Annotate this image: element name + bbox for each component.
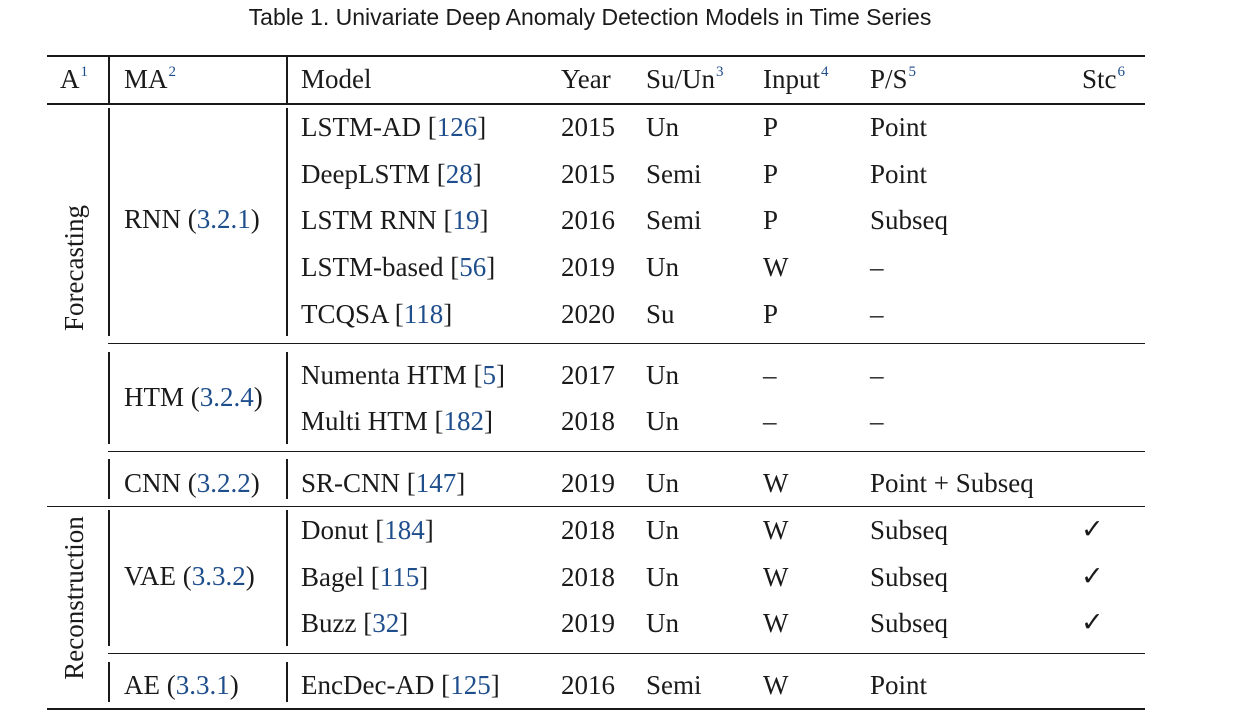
group-rule-rnn-htm: [108, 343, 1145, 344]
model-cell: Donut [184]: [301, 515, 434, 545]
suun-cell: Un: [646, 252, 679, 282]
year-cell: 2019: [561, 608, 615, 638]
group-rule-vae-ae: [108, 653, 1145, 654]
ps-cell: Subseq: [870, 608, 949, 638]
input-cell: W: [763, 670, 789, 700]
model-cell: TCQSA [118]: [301, 299, 453, 329]
divider-ma-rnn: [286, 108, 288, 336]
divider-a-rnn: [108, 108, 110, 336]
suun-cell: Un: [646, 360, 679, 390]
suun-cell: Semi: [646, 670, 702, 700]
input-cell: W: [763, 562, 789, 592]
input-cell: W: [763, 608, 789, 638]
year-cell: 2019: [561, 252, 615, 282]
suun-cell: Semi: [646, 205, 702, 235]
header-model: Model: [301, 64, 372, 94]
top-rule: [47, 55, 1145, 57]
model-cell: LSTM RNN [19]: [301, 205, 489, 235]
ps-cell: Point: [870, 159, 928, 189]
header-ps: $P/S^5$: [870, 64, 917, 94]
group-cnn: CNN (3.2.2): [124, 468, 260, 498]
input-cell: W: [763, 515, 789, 545]
check-icon: ✓: [1081, 561, 1104, 592]
year-cell: 2018: [561, 562, 615, 592]
group-rule-htm-cnn: [108, 451, 1145, 452]
divider-a-htm: [108, 352, 110, 444]
ps-cell: –: [870, 360, 884, 390]
year-cell: 2016: [561, 205, 615, 235]
year-cell: 2015: [561, 112, 615, 142]
input-cell: –: [763, 360, 777, 390]
model-cell: Numenta HTM [5]: [301, 360, 505, 390]
model-cell: Multi HTM [182]: [301, 406, 494, 436]
year-cell: 2020: [561, 299, 615, 329]
input-cell: P: [763, 159, 779, 189]
divider-ma-cnn: [286, 459, 288, 499]
header-year: Year: [561, 64, 611, 94]
input-cell: P: [763, 299, 779, 329]
suun-cell: Un: [646, 608, 679, 638]
ps-cell: Subseq: [870, 205, 949, 235]
input-cell: P: [763, 205, 779, 235]
divider-a-cnn: [108, 459, 110, 499]
approach-rule: [47, 506, 1145, 507]
model-cell: Buzz [32]: [301, 608, 409, 638]
suun-cell: Un: [646, 112, 679, 142]
model-cell: EncDec-AD [125]: [301, 670, 500, 700]
ps-cell: –: [870, 252, 884, 282]
year-cell: 2016: [561, 670, 615, 700]
group-rnn: RNN (3.2.1): [124, 204, 260, 234]
model-cell: DeepLSTM [28]: [301, 159, 482, 189]
input-cell: W: [763, 468, 789, 498]
bottom-rule: [47, 708, 1145, 710]
ps-cell: Subseq: [870, 562, 949, 592]
header-divider-ma: [286, 57, 288, 103]
check-icon: ✓: [1081, 607, 1104, 638]
header-ma: $MA^2$: [124, 64, 177, 94]
group-htm: HTM (3.2.4): [124, 382, 263, 412]
header-input: Input$^4$: [763, 64, 829, 94]
year-cell: 2019: [561, 468, 615, 498]
ps-cell: –: [870, 299, 884, 329]
table-caption: Table 1. Univariate Deep Anomaly Detection Models in Time Series: [248, 4, 932, 30]
group-vae: VAE (3.3.2): [124, 561, 255, 591]
divider-ma-ae: [286, 662, 288, 702]
divider-a-vae: [108, 510, 110, 646]
ps-cell: Point + Subseq: [870, 468, 1034, 498]
suun-cell: Su: [646, 299, 675, 329]
year-cell: 2018: [561, 515, 615, 545]
header-a: $A^1$: [60, 64, 88, 94]
model-cell: SR-CNN [147]: [301, 468, 466, 498]
ps-cell: Point: [870, 112, 928, 142]
header-divider-a: [108, 57, 110, 103]
model-cell: LSTM-AD [126]: [301, 112, 487, 142]
ps-cell: Subseq: [870, 515, 949, 545]
divider-ma-htm: [286, 352, 288, 444]
suun-cell: Un: [646, 468, 679, 498]
ps-cell: Point: [870, 670, 928, 700]
model-cell: LSTM-based [56]: [301, 252, 496, 282]
header-suun: Su/Un$^3$: [646, 64, 724, 94]
model-cell: Bagel [115]: [301, 562, 429, 592]
divider-ma-vae: [286, 510, 288, 646]
suun-cell: Semi: [646, 159, 702, 189]
header-stc: Stc$^6$: [1082, 64, 1126, 94]
approach-forecasting: Forecasting: [59, 205, 89, 331]
check-icon: ✓: [1081, 514, 1104, 545]
year-cell: 2017: [561, 360, 615, 390]
suun-cell: Un: [646, 406, 679, 436]
year-cell: 2018: [561, 406, 615, 436]
year-cell: 2015: [561, 159, 615, 189]
suun-cell: Un: [646, 515, 679, 545]
header-rule: [47, 103, 1145, 105]
suun-cell: Un: [646, 562, 679, 592]
divider-a-ae: [108, 662, 110, 702]
ps-cell: –: [870, 406, 884, 436]
approach-reconstruction: Reconstruction: [59, 516, 89, 680]
input-cell: W: [763, 252, 789, 282]
input-cell: –: [763, 406, 777, 436]
input-cell: P: [763, 112, 779, 142]
group-ae: AE (3.3.1): [124, 670, 239, 700]
